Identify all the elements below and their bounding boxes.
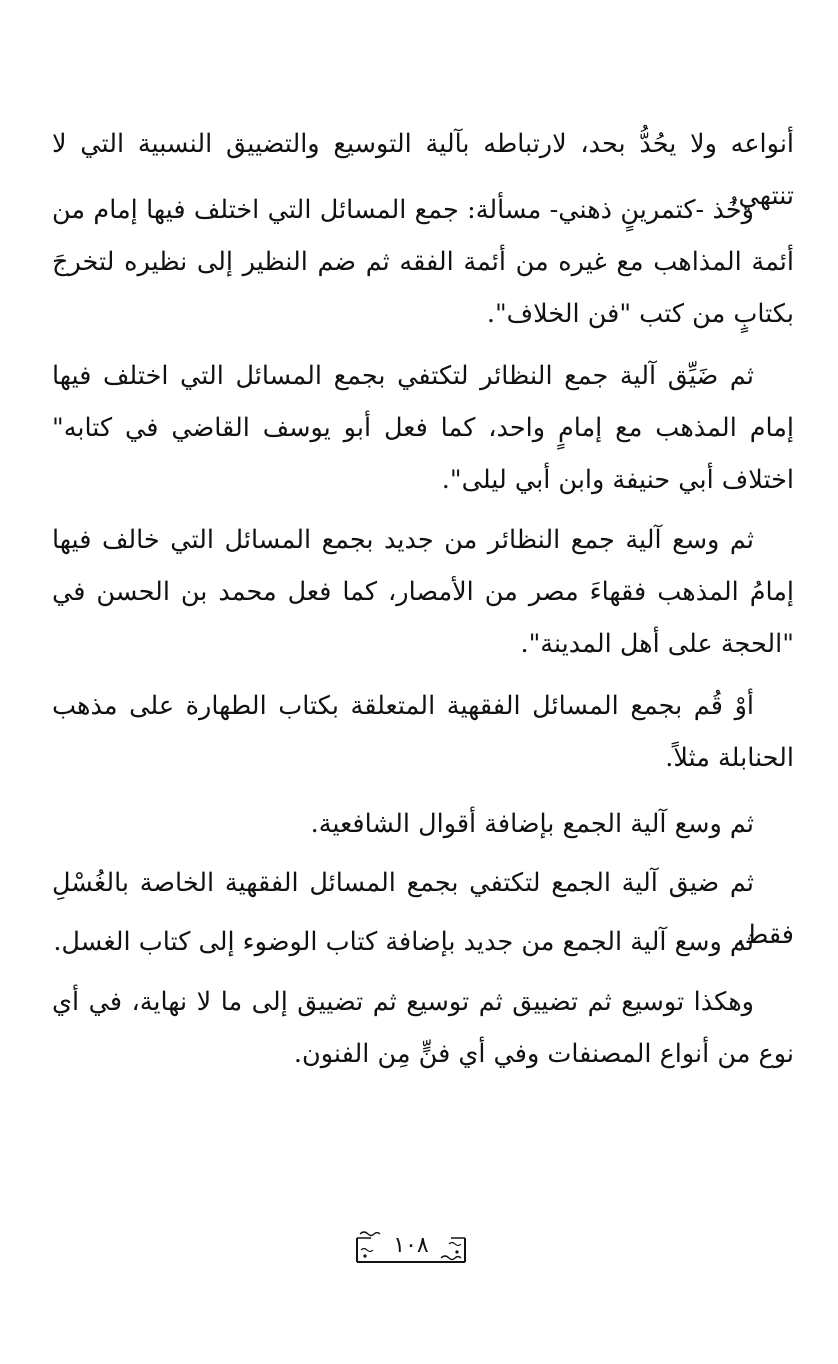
page-number: ١٠٨ bbox=[393, 1233, 429, 1258]
paragraph-4: ثم وسع آلية جمع النظائر من جديد بجمع المسائل التي خالف فيها إمامُ المذهب فقهاءَ مصر من الأمصار، كما فعل محمد بن الحسن في "الحجة على أهل المدينة". bbox=[52, 525, 794, 659]
paragraph-5: أوْ قُم بجمع المسائل الفقهية المتعلقة بكتاب الطهارة على مذهب الحنابلة مثلاً. bbox=[52, 691, 794, 773]
paragraph-2: وَخُذ -كتمرينٍ ذهني- مسألة: جمع المسائل التي اختلف فيها إمام من أئمة المذاهب مع غيره من أئمة الفقه ثم ضم النظير إلى نظيره لتخرجَ بكتابٍ من كتب "فن الخلاف". bbox=[52, 195, 794, 329]
paragraph-9: وهكذا توسيع ثم تضييق ثم توسيع ثم تضييق إلى ما لا نهاية، في أي نوع من أنواع المصنفات وفي أي فنٍّ مِن الفنون. bbox=[52, 987, 794, 1069]
paragraph-1: أنواعه ولا يحُدُّ بحد، لارتباطه بآلية التوسيع والتضييق النسبية التي لا تنتهي. bbox=[52, 129, 794, 211]
paragraph-6: ثم وسع آلية الجمع بإضافة أقوال الشافعية. bbox=[310, 809, 754, 839]
paragraph-8: ثم وسع آلية الجمع من جديد بإضافة كتاب الوضوء إلى كتاب الغسل. bbox=[53, 927, 754, 957]
paragraph-3: ثم ضَيِّق آلية جمع النظائر لتكتفي بجمع المسائل التي اختلف فيها إمام المذهب مع إمامٍ واحد، كما فعل أبو يوسف القاضي في كتابه" اختلاف أبي حنيفة وابن أبي ليلى". bbox=[52, 361, 794, 495]
paragraph-7: ثم ضيق آلية الجمع لتكتفي بجمع المسائل الفقهية الخاصة بالغُسْلِ فقط. bbox=[52, 868, 794, 950]
page-number-ornament bbox=[355, 1228, 467, 1266]
